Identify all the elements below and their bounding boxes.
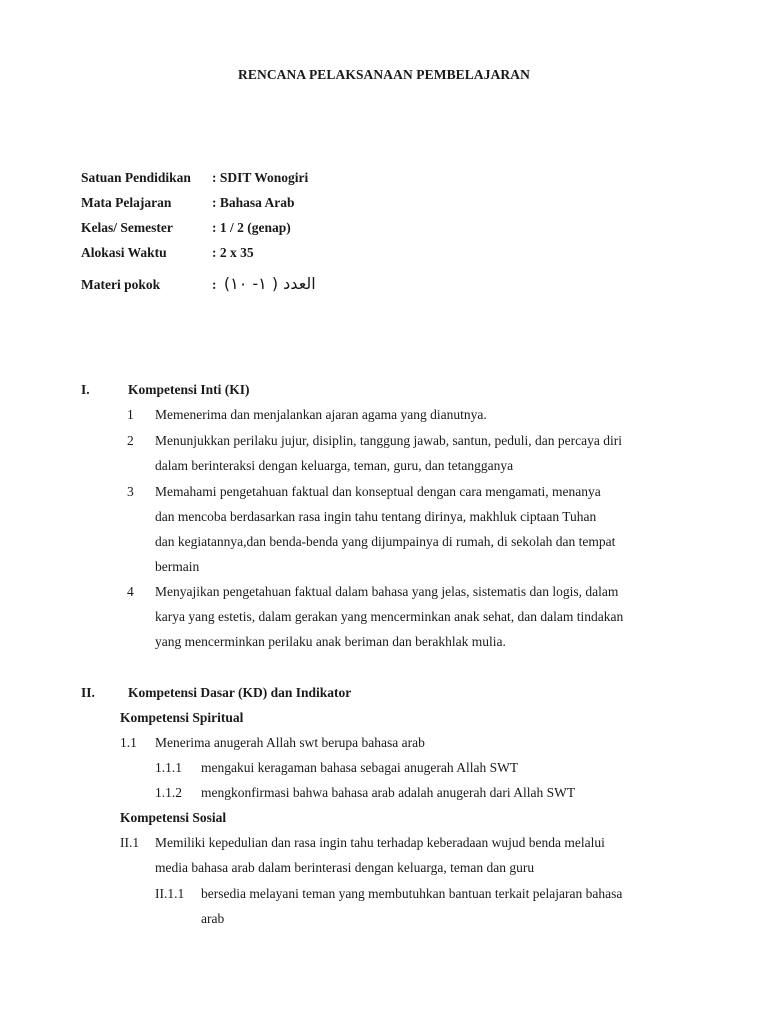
info-row-materi	[81, 274, 316, 293]
indicator-text: bersedia melayani teman yang membutuhkan bantuan terkait pelajaran bahasa	[201, 886, 623, 901]
ki-item-text: bermain	[155, 559, 200, 574]
info-value: : 2 x 35	[212, 245, 254, 260]
info-label: Materi pokok	[81, 277, 161, 292]
info-label: Kelas/ Semester	[81, 220, 173, 235]
kd-text: Menerima anugerah Allah swt berupa bahasa arab	[155, 735, 425, 750]
info-row-kelas	[81, 220, 291, 236]
info-value: : 1 / 2 (genap)	[212, 220, 291, 235]
indicator-number: II.1.1	[155, 886, 185, 901]
ki-item-number: 3	[127, 484, 134, 499]
subheading-spiritual: Kompetensi Spiritual	[120, 710, 244, 725]
ki-item-text: yang mencerminkan perilaku anak beriman dan berakhlak mulia.	[155, 634, 506, 649]
section-title: Kompetensi Dasar (KD) dan Indikator	[128, 685, 352, 700]
info-value: :	[212, 277, 217, 292]
ki-item-number: 1	[127, 407, 134, 422]
section-title: Kompetensi Inti (KI)	[128, 382, 250, 397]
indicator-text: mengkonfirmasi bahwa bahasa arab adalah anugerah dari Allah SWT	[201, 785, 576, 800]
indicator-number: 1.1.1	[155, 760, 182, 775]
kd-number: 1.1	[120, 735, 137, 750]
ki-item-text: Memenerima dan menjalankan ajaran agama yang dianutnya.	[155, 407, 487, 422]
ki-item-text: Menunjukkan perilaku jujur, disiplin, tanggung jawab, santun, peduli, dan percaya diri	[155, 433, 622, 448]
info-row-alokasi	[81, 245, 254, 261]
info-value: : SDIT Wonogiri	[212, 170, 309, 185]
info-row-satuan	[81, 170, 308, 186]
section-heading-kd	[81, 685, 351, 701]
section-heading-ki	[81, 382, 250, 398]
section-number: I.	[81, 382, 90, 397]
ki-item-text: dalam berinteraksi dengan keluarga, teman, guru, dan tetangganya	[155, 458, 514, 473]
info-value: : Bahasa Arab	[212, 195, 295, 210]
indicator-text: arab	[201, 911, 225, 926]
info-label: Alokasi Waktu	[81, 245, 167, 260]
ki-item-number: 2	[127, 433, 134, 448]
ki-item-text: Menyajikan pengetahuan faktual dalam bahasa yang jelas, sistematis dan logis, dalam	[155, 584, 619, 599]
ki-item-text: Memahami pengetahuan faktual dan konseptual dengan cara mengamati, menanya	[155, 484, 601, 499]
subheading-sosial: Kompetensi Sosial	[120, 810, 227, 825]
indicator-text: mengakui keragaman bahasa sebagai anugerah Allah SWT	[201, 760, 519, 775]
kd-text: media bahasa arab dalam berinterasi dengan keluarga, teman dan guru	[155, 860, 535, 875]
arabic-topic: العدد ( ١- ١٠)	[223, 274, 316, 293]
document-title: RENCANA PELAKSANAAN PEMBELAJARAN	[238, 67, 530, 82]
ki-item-number: 4	[127, 584, 134, 599]
info-label: Mata Pelajaran	[81, 195, 172, 210]
info-label: Satuan Pendidikan	[81, 170, 191, 185]
ki-item-text: dan kegiatannya,dan benda-benda yang dijumpainya di rumah, di sekolah dan tempat	[155, 534, 616, 549]
section-number: II.	[81, 685, 95, 700]
kd-text: Memiliki kepedulian dan rasa ingin tahu terhadap keberadaan wujud benda melalui	[155, 835, 605, 850]
kd-number: II.1	[120, 835, 140, 850]
info-row-mapel	[81, 195, 295, 211]
ki-item-text: dan mencoba berdasarkan rasa ingin tahu tentang dirinya, makhluk ciptaan Tuhan	[155, 509, 597, 524]
ki-item-text: karya yang estetis, dalam gerakan yang mencerminkan anak sehat, dan dalam tindakan	[155, 609, 624, 624]
indicator-number: 1.1.2	[155, 785, 182, 800]
